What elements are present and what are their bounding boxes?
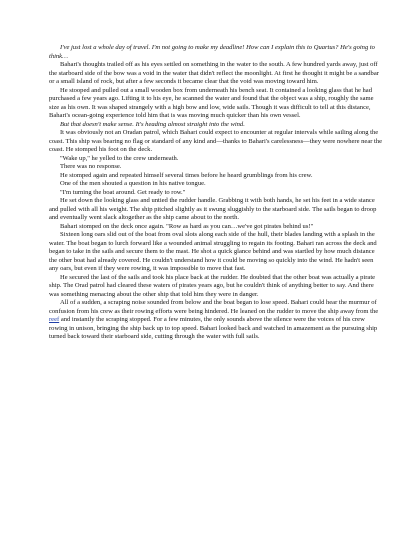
paragraph: "Wake up," he yelled to the crew underneath. xyxy=(60,154,179,162)
paragraph-text: All of a sudden, a scraping noise sounded from below and the boat began to lose speed. Bahari could hear the murmur of confusion from his crew as their rowing efforts were being hindered. He leaned on the rudder to move the ship away from the xyxy=(49,299,379,315)
paragraph-text: and instantly the scraping stopped. For a few minutes, the only sounds above the silence were the voices of his crew rowing in unison, bringing the ship back up to top speed. Bahari looked back and watched in amazement as the pursuing ship turned back toward their starboard side, cutting through the water with full sails. xyxy=(49,316,378,340)
paragraph: He set down the looking glass and untied the rudder handle. Grabbing it with both hands, he set his feet in a wide stance and pulled with all his weight. The ship pitched slightly as it swung sluggishly to the starboard side. The sails began to droop and eventually went slack altogether as the ship came about to the north. xyxy=(49,197,377,221)
paragraph: I've just lost a whole day of travel. I'm not going to make my deadline! How can I explain this to Quartus? He's going to think… xyxy=(49,44,375,60)
paragraph: He stomped again and repeated himself several times before he heard grumblings from his crew. xyxy=(60,171,313,179)
paragraph: He secured the last of the sails and took his place back at the rudder. He doubted that the other boat was actually a pirate ship. The Orad patrol had cleared these waters of pirates years ago, but he couldn't think of anything better to say. And there was something menacing about the other ship that told him they were in danger. xyxy=(49,273,376,298)
paragraph: It was obviously not an Oradan patrol, which Bahari could expect to encounter at regular intervals while sailing along the coast. This ship was bearing no flag or standard of any kind and—thanks to Bahari's carelessness—they were nowhere near the coast. He stomped his foot on the deck. xyxy=(49,129,383,153)
paragraph: Bahari stomped on the deck once again. "Row as hard as you can…we've got pirates behind us!" xyxy=(60,222,314,230)
paragraph: He stooped and pulled out a small wooden box from underneath his bench seat. It contained a looking glass that he had purchased a few years ago. Lifting it to his eye, he scanned the water and found that the object was a ship, roughly the same size as his own. It was shaped strangely with a high bow and low, wide sails. Though it was difficult to tell at this distance, Bahari's ocean-going experience told him that is was moving much quicker than his own vessel. xyxy=(49,86,374,119)
paragraph: Sixteen long oars slid out of the boat from oval slots along each side of the hull, their blades landing with a splash in the water. The boat began to lurch forward like a wounded animal struggling to regain its footing. Bahari ran across the deck and began to take in the sails and secure them to the mast. He shot a quick glance behind and was startled by how much distance the other boat had already covered. He couldn't understand how it could be moving so quickly into the wind. He hadn't seen any oars, but even if they were rowing, it was impossible to move that fast. xyxy=(49,231,377,272)
paragraph: There was no response. xyxy=(60,163,122,170)
reef-link[interactable]: reef xyxy=(49,316,60,323)
paragraph-with-link xyxy=(49,299,384,342)
paragraph: But that doesn't make sense. It's heading almost straight into the wind. xyxy=(60,120,245,128)
paragraph: One of the men shouted a question in his native tongue. xyxy=(60,180,206,187)
paragraph: "I'm turning the boat around. Get ready to row." xyxy=(60,188,186,196)
paragraph: Bahari's thoughts trailed off as his eyes settled on something in the water to the south. A few hundred yards away, just off the starboard side of the bow was a void in the water that didn't reflect the moonlight. At first he thought it might be a sandbar or a small island of rock, but after a few seconds it became clear that the void was moving toward him. xyxy=(49,61,379,85)
